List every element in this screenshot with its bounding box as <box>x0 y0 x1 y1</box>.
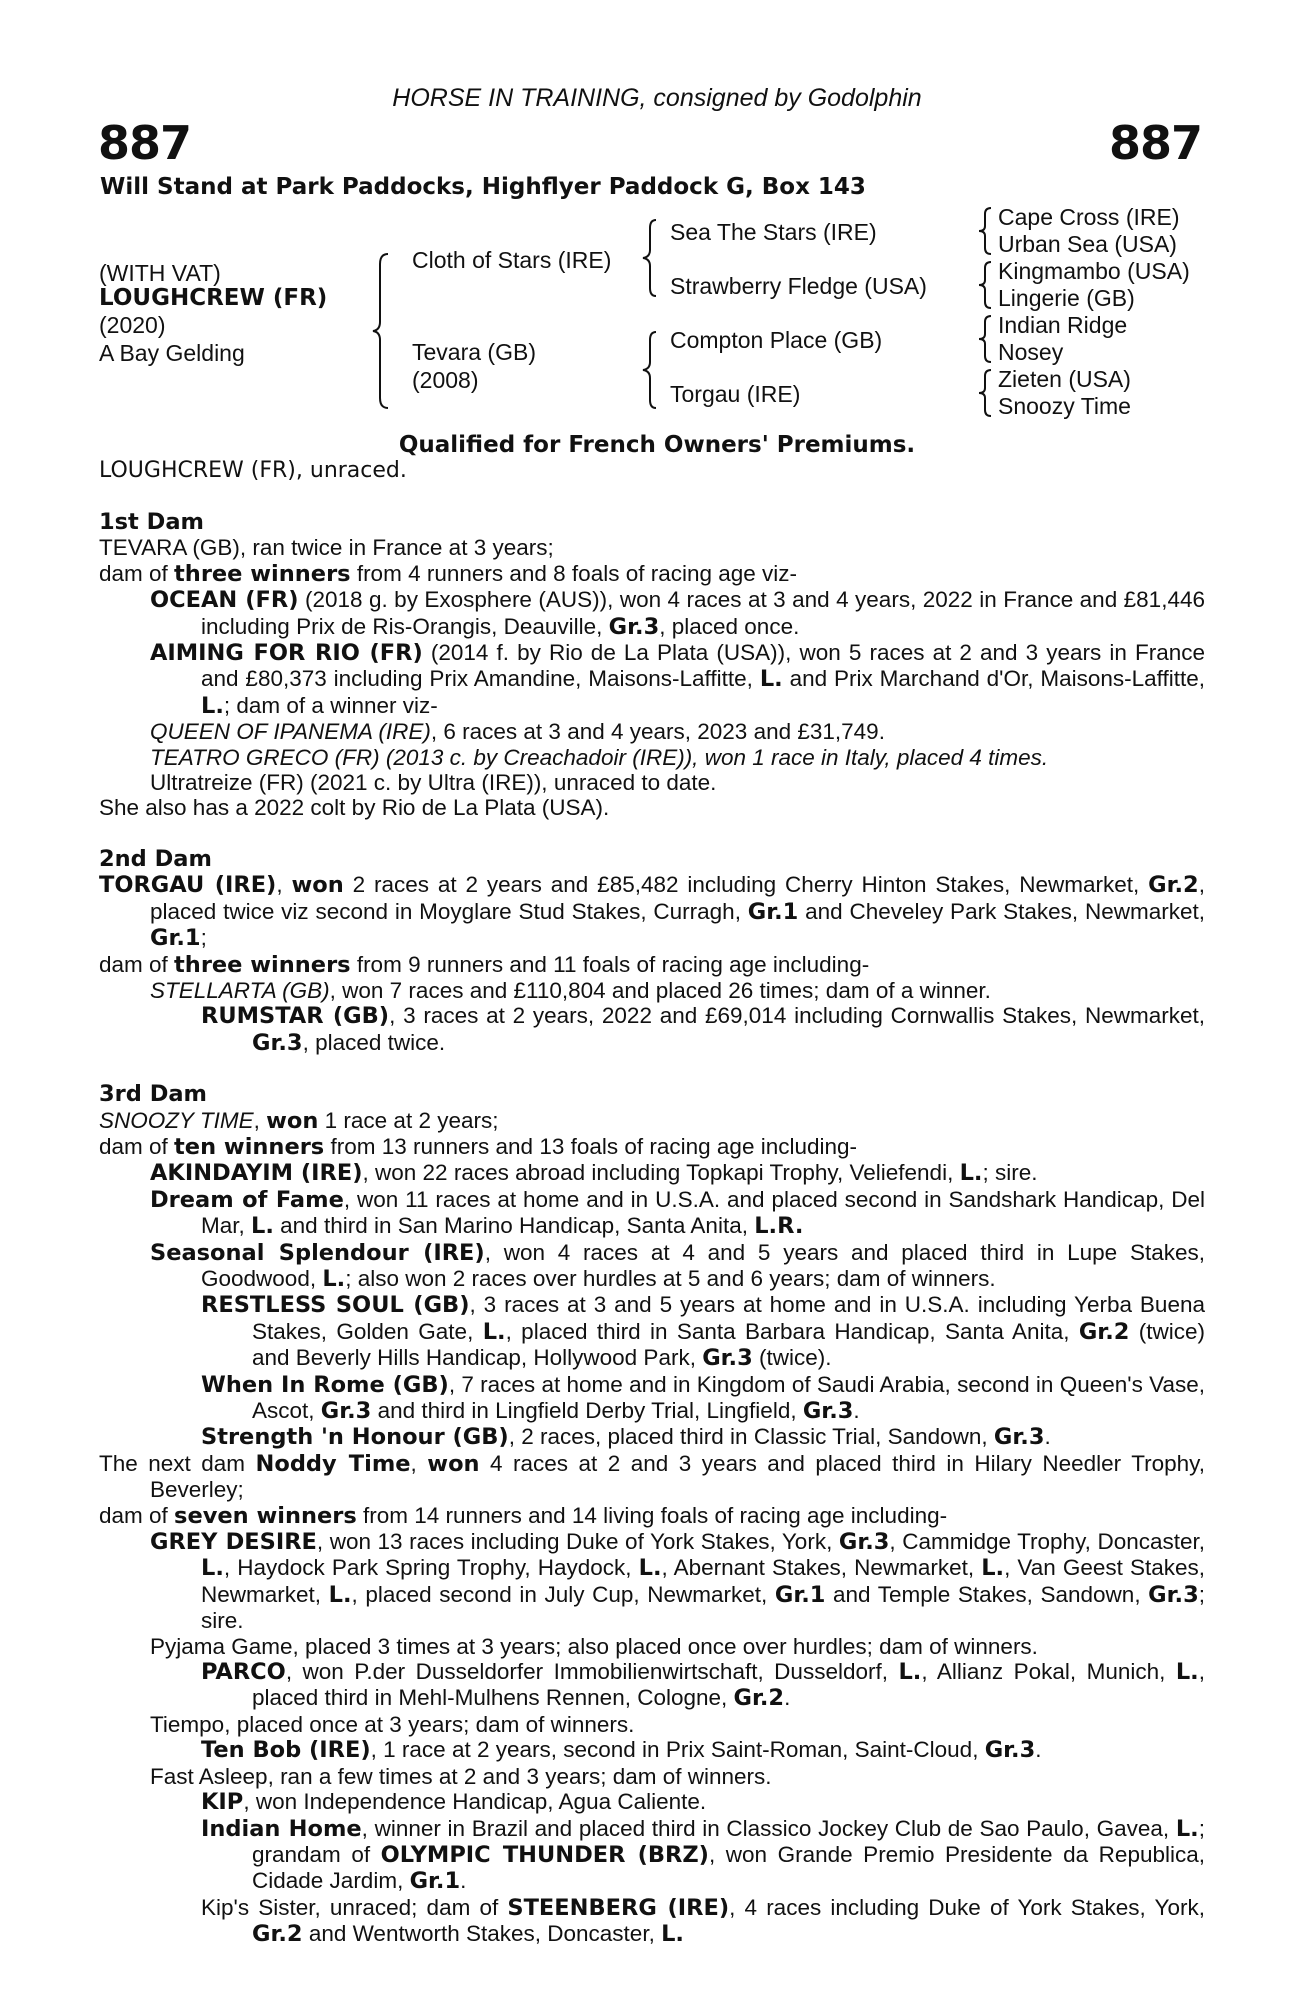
next-dam-noddy-time: The next dam Noddy Time, won 4 races at 2 and 3 years and placed third in Hilary Needler Trophy, Beverley; <box>99 1450 1205 1503</box>
dam-year: (2008) <box>412 367 479 393</box>
horse-name: LOUGHCREW (FR) <box>99 285 328 311</box>
brace-g4 <box>975 368 995 418</box>
third-dam-produce-summary: dam of ten winners from 13 runners and 13 foals of racing age including- <box>99 1133 858 1160</box>
produce-tiempo: Tiempo, placed once at 3 years; dam of winners. <box>150 1711 635 1737</box>
sire-dam-name: Strawberry Fledge (USA) <box>670 273 927 299</box>
noddy-time-produce-summary: dam of seven winners from 14 runners and 14 living foals of racing age including- <box>99 1502 948 1529</box>
produce-aiming-for-rio: AIMING FOR RIO (FR) (2014 f. by Rio de La Plata (USA)), won 5 races at 2 and 3 years in France and £80,373 including Prix Amandine, Maisons-Laffitte, L. and Prix Marchand d'Or, Maisons-Laffitte, L.; dam of a winner viz- <box>150 640 1206 719</box>
produce-dream-of-fame: Dream of Fame, won 11 races at home and in U.S.A. and placed second in Sandshark Handicap, Del Mar, L. and third in San Marino Handicap, Santa Anita, L.R. <box>150 1186 1205 1240</box>
first-dam-heading: 1st Dam <box>99 509 204 535</box>
sire-name: Cloth of Stars (IRE) <box>412 247 612 273</box>
vat-label: (WITH VAT) <box>99 260 221 286</box>
produce-strength-n-honour: Strength 'n Honour (GB), 2 races, placed third in Classic Trial, Sandown, Gr.3. <box>201 1424 1051 1451</box>
second-dam-heading: 2nd Dam <box>99 845 212 872</box>
first-dam-also: She also has a 2022 colt by Rio de La Plata (USA). <box>99 795 610 821</box>
gen3-5: Indian Ridge <box>998 312 1128 338</box>
gen3-3: Kingmambo (USA) <box>998 258 1190 284</box>
produce-parco: PARCO, won P.der Dusseldorfer Immobilienwirtschaft, Dusseldorf, L., Allianz Pokal, Munich, L., placed third in Mehl-Mulhens Rennen, Cologne, Gr.2. <box>201 1659 1205 1712</box>
dam-sire-name: Compton Place (GB) <box>670 327 883 353</box>
first-dam-produce-summary: dam of three winners from 4 runners and 8 foals of racing age viz- <box>99 560 798 587</box>
produce-akindayim: AKINDAYIM (IRE), won 22 races abroad including Topkapi Trophy, Veliefendi, L.; sire. <box>150 1160 1038 1187</box>
produce-kips-sister: Kip's Sister, unraced; dam of STEENBERG (IRE), 4 races including Duke of York Stakes, York, Gr.2 and Wentworth Stakes, Doncaster, L. <box>201 1894 1205 1948</box>
second-dam-produce-summary: dam of three winners from 9 runners and 11 foals of racing age including- <box>99 951 870 978</box>
foaling-year: (2020) <box>99 312 166 338</box>
first-dam-intro: TEVARA (GB), ran twice in France at 3 years; <box>99 535 554 561</box>
gen3-2: Urban Sea (USA) <box>998 231 1177 257</box>
gen3-4: Lingerie (GB) <box>998 285 1135 311</box>
brace-sire <box>638 218 662 298</box>
produce-ten-bob: Ten Bob (IRE), 1 race at 2 years, second in Prix Saint-Roman, Saint-Cloud, Gr.3. <box>201 1737 1042 1764</box>
sire-sire-name: Sea The Stars (IRE) <box>670 219 877 245</box>
produce-ultratreize: Ultratreize (FR) (2021 c. by Ultra (IRE)), unraced to date. <box>150 770 717 796</box>
third-dam-heading: 3rd Dam <box>99 1081 207 1108</box>
produce-indian-home: Indian Home, winner in Brazil and placed third in Classico Jockey Club de Sao Paulo, Gavea, L.; grandam of OLYMPIC THUNDER (BRZ), won Grande Premio Presidente da Republica, Cidade Jardim, Gr.1. <box>201 1815 1205 1895</box>
produce-teatro-greco: TEATRO GRECO (FR) (2013 c. by Creachadoir (IRE)), won 1 race in Italy, placed 4 times. <box>150 744 1049 770</box>
stand-location: Will Stand at Park Paddocks, Highflyer Paddock G, Box 143 <box>100 174 866 200</box>
gen3-8: Snoozy Time <box>998 393 1131 419</box>
produce-ocean: OCEAN (FR) (2018 g. by Exosphere (AUS)), won 4 races at 3 and 4 years, 2022 in France and £81,446 including Prix de Ris-Orangis, Deauville, Gr.3, placed once. <box>150 587 1205 640</box>
produce-queen-of-ipanema: QUEEN OF IPANEMA (IRE), 6 races at 3 and 4 years, 2023 and £31,749. <box>150 719 885 745</box>
gen3-6: Nosey <box>998 339 1064 365</box>
produce-seasonal-splendour: Seasonal Splendour (IRE), won 4 races at 4 and 5 years and placed third in Lupe Stakes, Goodwood, L.; also won 2 races over hurdles at 5 and 6 years; dam of winners. <box>150 1239 1205 1292</box>
second-dam-record: TORGAU (IRE), won 2 races at 2 years and £85,482 including Cherry Hinton Stakes, Newmarket, Gr.2, placed twice viz second in Moyglare Stud Stakes, Curragh, Gr.1 and Cheveley Park Stakes, Newmarket, Gr.1; <box>99 872 1205 952</box>
dam-name: Tevara (GB) <box>412 339 536 365</box>
produce-pyjama-game: Pyjama Game, placed 3 times at 3 years; also placed once over hurdles; dam of winners. <box>150 1633 1038 1659</box>
gen3-1: Cape Cross (IRE) <box>998 204 1180 230</box>
brace-g1 <box>975 206 995 256</box>
produce-restless-soul: RESTLESS SOUL (GB), 3 races at 3 and 5 years at home and in U.S.A. including Yerba Buena Stakes, Golden Gate, L., placed third in Santa Barbara Handicap, Santa Anita, Gr.2 (twice) and Beverly Hills Handicap, Hollywood Park, Gr.3 (twice). <box>201 1292 1206 1372</box>
race-record: LOUGHCREW (FR), unraced. <box>99 458 407 483</box>
brace-dam <box>638 330 662 410</box>
brace-g3 <box>975 314 995 364</box>
produce-fast-asleep: Fast Asleep, ran a few times at 2 and 3 years; dam of winners. <box>150 1763 772 1789</box>
dam-produce-record <box>99 510 1205 1948</box>
lot-number-left: 887 <box>98 116 192 170</box>
gen3-7: Zieten (USA) <box>998 366 1131 392</box>
produce-when-in-rome: When In Rome (GB), 7 races at home and in Kingdom of Saudi Arabia, second in Queen's Vase, Ascot, Gr.3 and third in Lingfield Derby Trial, Lingfield, Gr.3. <box>201 1371 1205 1424</box>
produce-rumstar: RUMSTAR (GB), 3 races at 2 years, 2022 and £69,014 including Cornwallis Stakes, Newmarket, Gr.3, placed twice. <box>201 1003 1205 1056</box>
brace-g2 <box>975 260 995 310</box>
dam-dam-name: Torgau (IRE) <box>670 381 801 407</box>
produce-kip: KIP, won Independence Handicap, Agua Caliente. <box>201 1789 707 1816</box>
premium-notice: Qualified for French Owners' Premiums. <box>398 432 916 458</box>
produce-grey-desire: GREY DESIRE, won 13 races including Duke of York Stakes, York, Gr.3, Cammidge Trophy, Doncaster, L., Haydock Park Spring Trophy, Haydock, L., Abernant Stakes, Newmarket, L., Van Geest Stakes, Newmarket, L., placed second in July Cup, Newmarket, Gr.1 and Temple Stakes, Sandown, Gr.3; sire. <box>150 1529 1206 1634</box>
lot-number-right: 887 <box>1108 116 1202 170</box>
produce-stellarta: STELLARTA (GB), won 7 races and £110,804 and placed 26 times; dam of a winner. <box>150 977 991 1003</box>
consignor-header: HORSE IN TRAINING, consigned by Godolphin <box>392 84 922 112</box>
brace-main <box>370 252 394 410</box>
pedigree-table <box>0 0 1314 440</box>
third-dam-record: SNOOZY TIME, won 1 race at 2 years; <box>99 1107 499 1134</box>
horse-description: A Bay Gelding <box>99 340 245 366</box>
